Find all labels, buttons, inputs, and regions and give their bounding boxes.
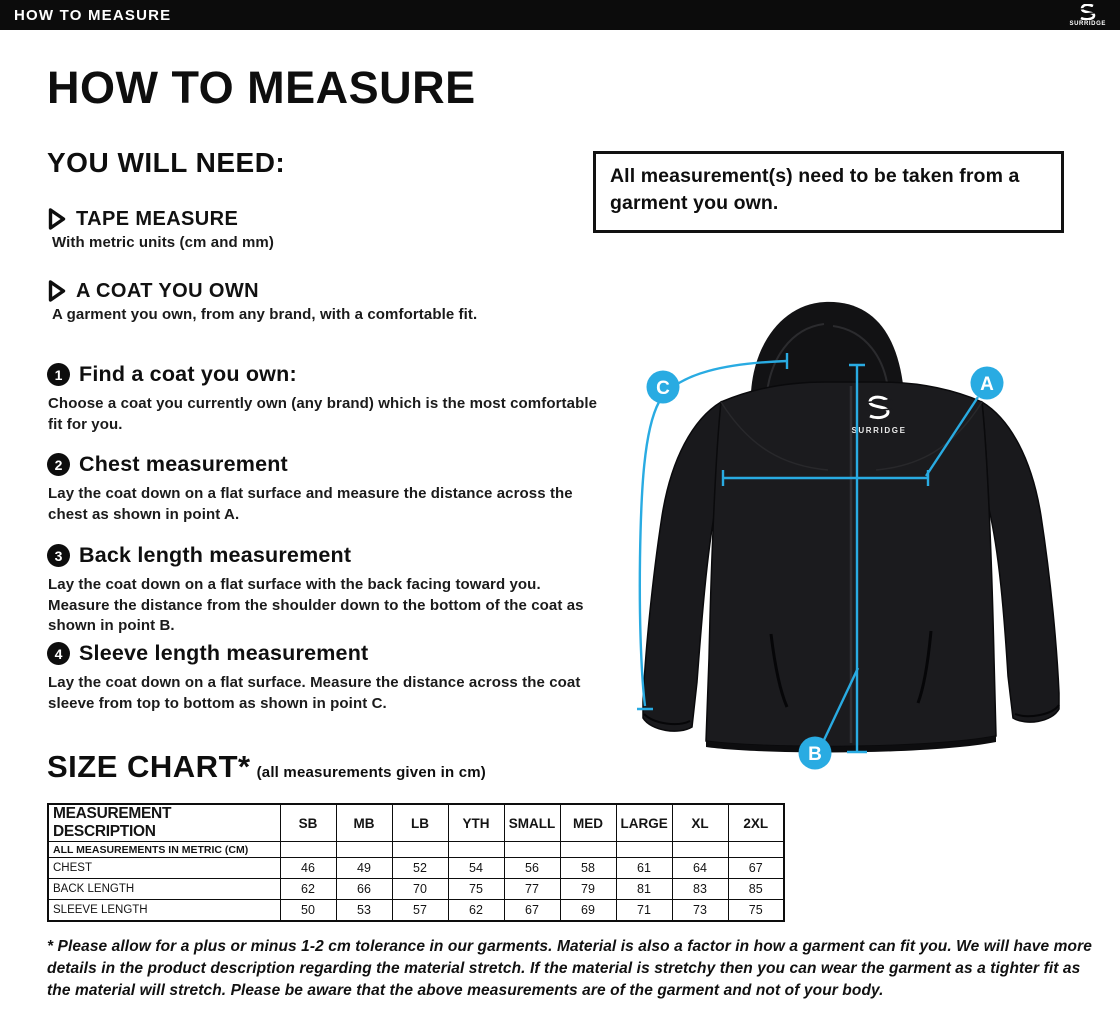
row-label: BACK LENGTH <box>48 879 280 900</box>
step-body: Choose a coat you currently own (any brand) which is the most comfortable fit for you. <box>48 395 598 433</box>
cell-value: 56 <box>504 858 560 879</box>
cell-value: 75 <box>728 900 784 921</box>
cell-value: 81 <box>616 879 672 900</box>
step-1 <box>47 362 605 435</box>
need-item-label: TAPE MEASURE <box>76 207 239 230</box>
row-label: CHEST <box>48 858 280 879</box>
size-chart-table <box>47 803 785 922</box>
cell-value: 77 <box>504 879 560 900</box>
surridge-s-icon <box>1077 4 1099 20</box>
step-heading: Find a coat you own: <box>79 362 297 386</box>
cell-value: 71 <box>616 900 672 921</box>
cell-value: 73 <box>672 900 728 921</box>
column-header: YTH <box>448 804 504 842</box>
column-header: MB <box>336 804 392 842</box>
need-item-tape-measure <box>47 207 607 251</box>
page-title: HOW TO MEASURE <box>47 62 476 113</box>
cell-value: 64 <box>672 858 728 879</box>
cell-value: 85 <box>728 879 784 900</box>
unit-row-label: ALL MEASUREMENTS IN METRIC (CM) <box>48 842 280 858</box>
size-chart-title: SIZE CHART* <box>47 749 251 784</box>
column-header: LB <box>392 804 448 842</box>
surridge-wordmark: SURRIDGE <box>1069 21 1106 27</box>
cell-value: 50 <box>280 900 336 921</box>
column-header: SMALL <box>504 804 560 842</box>
surridge-logo-icon <box>1070 4 1106 27</box>
jacket-illustration <box>600 290 1120 790</box>
you-will-need-heading: YOU WILL NEED: <box>47 147 286 178</box>
cell-value: 58 <box>560 858 616 879</box>
step-3 <box>47 543 605 637</box>
cell-value: 46 <box>280 858 336 879</box>
triangle-bullet-icon <box>47 207 67 231</box>
triangle-bullet-icon <box>47 279 67 303</box>
cell-value: 62 <box>280 879 336 900</box>
cell-value: 69 <box>560 900 616 921</box>
point-c-label: C <box>656 378 670 399</box>
cell-value: 49 <box>336 858 392 879</box>
need-item-description: A garment you own, from any brand, with a comfortable fit. <box>52 306 478 323</box>
cell-value: 62 <box>448 900 504 921</box>
table-row <box>48 900 784 921</box>
point-b-label: B <box>808 744 822 765</box>
measurement-note-box: All measurement(s) need to be taken from a garment you own. <box>593 151 1064 233</box>
column-header: MEASUREMENT DESCRIPTION <box>48 804 280 842</box>
step-number-badge: 2 <box>47 453 70 476</box>
cell-value: 52 <box>392 858 448 879</box>
need-item-coat <box>47 279 607 323</box>
cell-value: 79 <box>560 879 616 900</box>
cell-value: 83 <box>672 879 728 900</box>
cell-value: 61 <box>616 858 672 879</box>
cell-value: 54 <box>448 858 504 879</box>
table-row <box>48 879 784 900</box>
table-row <box>48 858 784 879</box>
step-heading: Back length measurement <box>79 543 352 567</box>
step-body: Lay the coat down on a flat surface. Measure the distance across the coat sleeve from top to bottom as shown in point C. <box>48 674 581 712</box>
cell-value: 70 <box>392 879 448 900</box>
step-number-badge: 3 <box>47 544 70 567</box>
top-bar <box>0 0 1120 30</box>
need-item-description: With metric units (cm and mm) <box>52 234 274 251</box>
table-unit-row <box>48 842 784 858</box>
point-a-label: A <box>980 374 994 395</box>
cell-value: 67 <box>728 858 784 879</box>
cell-value: 67 <box>504 900 560 921</box>
column-header: XL <box>672 804 728 842</box>
step-body: Lay the coat down on a flat surface and measure the distance across the chest as shown in point A. <box>48 485 573 523</box>
step-4 <box>47 641 605 714</box>
column-header: LARGE <box>616 804 672 842</box>
svg-text:SURRIDGE: SURRIDGE <box>851 426 907 435</box>
step-heading: Sleeve length measurement <box>79 641 369 665</box>
top-bar-title: HOW TO MEASURE <box>14 6 172 24</box>
cell-value: 57 <box>392 900 448 921</box>
tolerance-footnote: * Please allow for a plus or minus 1-2 cm tolerance in our garments. Material is also a factor in how a garment can fit you. We will have more details in the product description regarding the material stretch. If the material is stretchy then you can wear the garment as a tighter fit as the material will stretch. Please be aware that the above measurements are of the garment and not of your body. <box>47 938 1092 999</box>
column-header: MED <box>560 804 616 842</box>
need-item-label: A COAT YOU OWN <box>76 279 260 302</box>
cell-value: 53 <box>336 900 392 921</box>
step-number-badge: 1 <box>47 363 70 386</box>
table-header-row <box>48 804 784 842</box>
step-heading: Chest measurement <box>79 452 288 476</box>
column-header: SB <box>280 804 336 842</box>
size-chart-heading <box>47 749 486 785</box>
jacket-measurement-diagram <box>600 290 1120 790</box>
cell-value: 66 <box>336 879 392 900</box>
step-2 <box>47 452 605 525</box>
size-chart-subtitle: (all measurements given in cm) <box>256 764 486 781</box>
cell-value: 75 <box>448 879 504 900</box>
step-number-badge: 4 <box>47 642 70 665</box>
column-header: 2XL <box>728 804 784 842</box>
row-label: SLEEVE LENGTH <box>48 900 280 921</box>
step-body: Lay the coat down on a flat surface with the back facing toward you. Measure the distance from the shoulder down to the bottom of the coat as shown in point B. <box>48 576 584 635</box>
